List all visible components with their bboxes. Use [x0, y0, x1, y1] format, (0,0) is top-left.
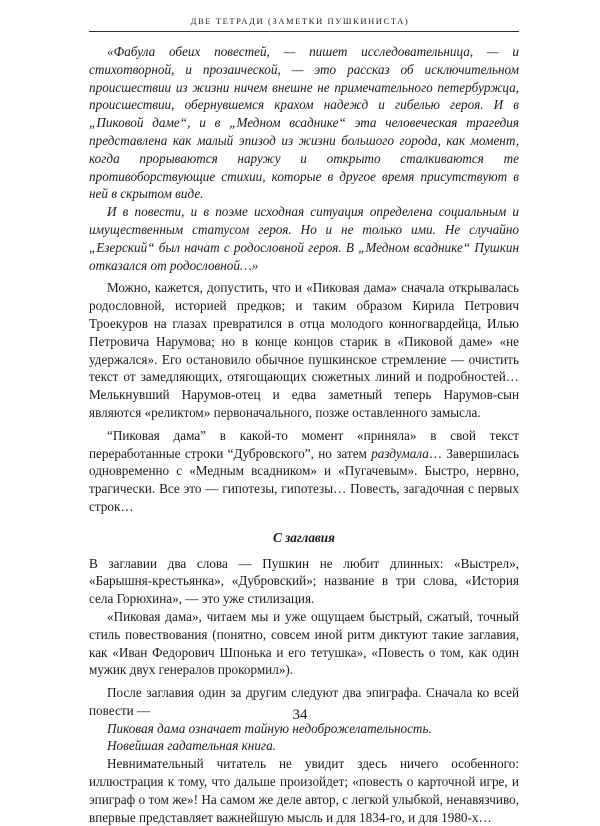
p4-emphasis: раздумала: [371, 445, 429, 461]
header-rule: [89, 31, 519, 32]
quote-paragraph-1: [89, 43, 519, 203]
paragraph-style: «Пиковая дама», читаем мы и уже ощущаем быстрый, сжатый, точный стиль повествования (понятно, совсем иной ритм диктуют такие заглавия, как «Иван Федорович Шпонька и его тетушка», «Повесть о том, как один мужик двух генералов прокормил»).: [89, 608, 519, 678]
epigraph-line-2: Новейшая гадательная книга.: [107, 738, 276, 754]
paragraph-prinyala: [89, 427, 519, 516]
paragraph-epigraphs-intro: После заглавия один за другим следуют два эпиграфа. Сначала ко всей повести —: [89, 685, 519, 718]
p4-part-c: … Завершилась одновременно с «Медным всадником» и «Пугачевым». Быстро, нервно, трагически. Все это — гипотезы, гипотезы… Повесть, загадочная с первых строк…: [89, 445, 519, 514]
paragraph-inattentive-reader: Невнимательный читатель не увидит здесь ничего особенного: иллюстрация к тому, что дальше произойдет; «повесть о карточной игре, и эпиграф о том же»! На самом же деле автор, с легкой улыбкой, ненавязчиво, впервые представляет важнейшую мысль и для 1834-го, и для 1980-х…: [89, 756, 519, 825]
page-number: 34: [292, 707, 308, 723]
running-head: ДВЕ ТЕТРАДИ (ЗАМЕТКИ ПУШКИНИСТА): [190, 16, 410, 26]
epigraph-line-1: Пиковая дама означает тайную недоброжелательность.: [107, 720, 432, 736]
p4-part-a: “Пиковая дама” в какой-то момент «приняла» в свой текст переработанные строки “Дубровского”, но затем: [89, 427, 519, 461]
quote-paragraph-2: И в повести, и в поэме исходная ситуация определена социальным и имущественным статусом героя. Но и не только ими. Не случайно „Езерский“ был начат с родословной героя. В „Медном всаднике“ Пушкин отказался от родословной…»: [89, 204, 519, 273]
paragraph-rodoslovnaya: Можно, кажется, допустить, что и «Пиковая дама» сначала открывалась родословной, историей предков; и таким образом Кирила Петрович Троекуров на глазах превратился в отца молодого конногвардейца, Илью Петровича Нарумова; но в конце концов старик в «Пиковой даме» «не удержался». Его остановило обычное пушкинское стремление — очистить текст от замедляющих, отягощающих сюжетных линий и подробностей… Мелькнувший Нарумов-отец и едва заметный теперь Нарумов-сын являются «реликтом» первоначального, позже оставленного замысла.: [89, 280, 519, 420]
quote-p1-part-b: и стихотворной, и прозаической,: [89, 44, 519, 77]
paragraph-title-words: В заглавии два слова — Пушкин не любит длинных: «Выстрел», «Барышня-крестьянка», «Дубровский»; название в три слова, «История села Горюхина», — это уже стилизация.: [89, 555, 519, 607]
quote-p1-part-c: — это рассказ об исключительном происшествии из жизни ничем внешне не примечательного петербуржца, происшествии, обернувшемся крахом надежд и гибелью героя. И в „Пиковой даме“, и в „Медном всаднике“ эта человеческая трагедия представлена как малый эпизод из жизни большого города, как момент, когда прорываются наружу и открыто сталкиваются те противоборствующие стихии, которые в другое время присутствуют в ней в скрытом виде.: [89, 61, 519, 202]
quote-p1-part-a: «Фабула обеих повестей, — пишет исследовательница, —: [107, 44, 513, 59]
section-heading: С заглавия: [273, 529, 335, 545]
